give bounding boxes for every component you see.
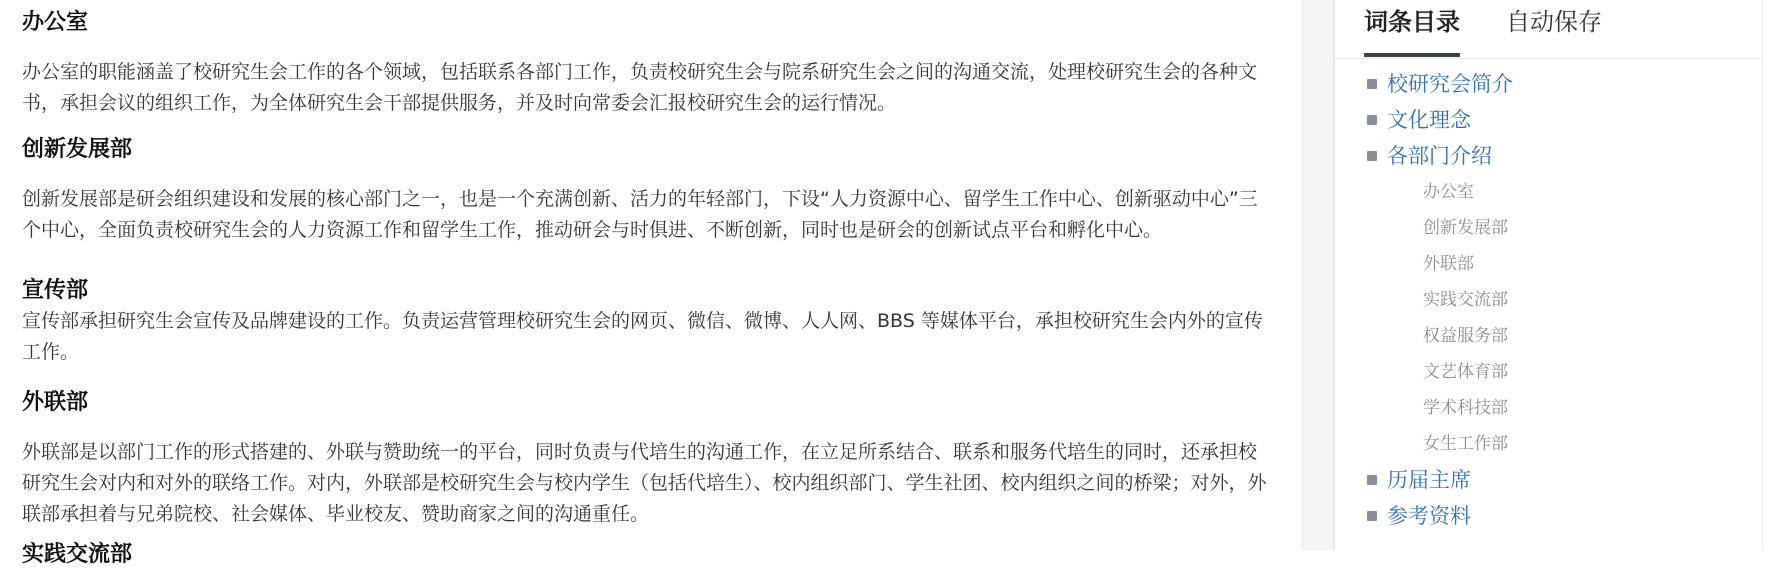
- section-practice-exchange: [22, 540, 1267, 570]
- sidebar-panel: [1334, 0, 1763, 550]
- toc-list: [1335, 66, 1762, 534]
- section-heading: 办公室: [22, 10, 89, 35]
- section-heading: 创新发展部: [22, 137, 133, 162]
- tab-autosave[interactable]: 自动保存: [1506, 8, 1602, 36]
- toc-subitem-office[interactable]: 办公室: [1423, 182, 1474, 202]
- section-heading: 实践交流部: [22, 542, 133, 567]
- toc-item-past-chairs[interactable]: [1335, 462, 1762, 498]
- toc-item-references[interactable]: [1335, 498, 1762, 534]
- section-body: 外联部是以部门工作的形式搭建的、外联与赞助统一的平台，同时负责与代培生的沟通工作，在立足所系结合、联系和服务代培生的同时，还承担校研究生会对内和对外的联络工作。对内，外联部是校研究生会与校内学生（包括代培生）、校内组织部门、学生社团、校内组织之间的桥梁；对外，外联部承担着与兄弟院校、社会媒体、毕业校友、赞助商家之间的沟通重任。: [22, 441, 1267, 525]
- section-office: [22, 8, 1267, 119]
- tab-table-of-contents[interactable]: 词条目录: [1364, 5, 1460, 57]
- content-divider: [1302, 0, 1334, 550]
- square-bullet-icon: [1367, 115, 1377, 125]
- square-bullet-icon: [1367, 511, 1377, 521]
- section-body: 宣传部承担研究生会宣传及品牌建设的工作。负责运营管理校研究生会的网页、微信、微博、人人网、BBS 等媒体平台，承担校研究生会内外的宣传工作。: [22, 310, 1263, 363]
- section-body: 办公室的职能涵盖了校研究生会工作的各个领域，包括联系各部门工作，负责校研究生会与院系研究生会之间的沟通交流，处理校研究生会的各种文书，承担会议的组织工作，为全体研究生会干部提供服务，并及时向常委会汇报校研究生会的运行情况。: [22, 61, 1258, 114]
- toc-subitem-rights-service[interactable]: 权益服务部: [1423, 326, 1508, 346]
- toc-subitem-practice-exchange[interactable]: 实践交流部: [1423, 290, 1508, 310]
- toc-item-label: 历届主席: [1387, 468, 1471, 492]
- toc-item-label: 参考资料: [1387, 504, 1471, 528]
- section-external-relations: [22, 388, 1267, 530]
- toc-item-culture[interactable]: [1335, 102, 1762, 138]
- section-heading: 宣传部: [22, 278, 89, 303]
- sidebar-tabs: [1335, 0, 1762, 59]
- toc-item-departments[interactable]: [1335, 138, 1762, 174]
- section-publicity: [22, 276, 1267, 368]
- section-body: 创新发展部是研会组织建设和发展的核心部门之一，也是一个充满创新、活力的年轻部门，下设“人力资源中心、留学生工作中心、创新驱动中心”三个中心，全面负责校研究生会的人力资源工作和留学生工作，推动研会与时俱进、不断创新，同时也是研会的创新试点平台和孵化中心。: [22, 188, 1258, 241]
- toc-item-label: 校研究会简介: [1387, 72, 1513, 96]
- toc-subitem-female-students[interactable]: 女生工作部: [1423, 434, 1508, 454]
- section-heading: 外联部: [22, 390, 89, 415]
- toc-subitem-arts-sports[interactable]: 文艺体育部: [1423, 362, 1508, 382]
- toc-item-intro[interactable]: [1335, 66, 1762, 102]
- section-innovation-development: [22, 135, 1267, 246]
- toc-item-label: 文化理念: [1387, 108, 1471, 132]
- square-bullet-icon: [1367, 151, 1377, 161]
- toc-subitem-academic-tech[interactable]: 学术科技部: [1423, 398, 1508, 418]
- square-bullet-icon: [1367, 475, 1377, 485]
- toc-item-label: 各部门介绍: [1387, 144, 1492, 168]
- toc-subitem-innovation-development[interactable]: 创新发展部: [1423, 218, 1508, 238]
- toc-subitem-external-relations[interactable]: 外联部: [1423, 254, 1474, 274]
- square-bullet-icon: [1367, 79, 1377, 89]
